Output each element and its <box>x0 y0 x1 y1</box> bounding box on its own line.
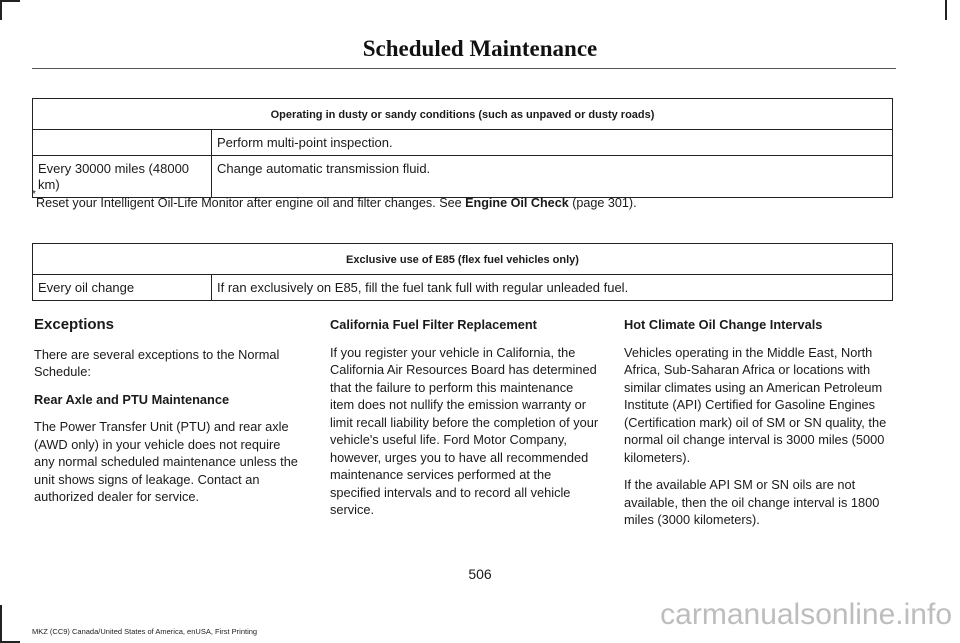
page-number: 506 <box>468 566 492 582</box>
column-fuel-filter <box>330 316 600 529</box>
interval-cell <box>33 130 212 156</box>
footnote-text: Reset your Intelligent Oil-Life Monitor after engine oil and filter changes. See <box>36 196 466 210</box>
footnote-reference[interactable]: Engine Oil Check <box>465 196 569 210</box>
footnote <box>32 189 896 210</box>
crop-mark-bottom-left <box>0 605 2 643</box>
table-row <box>33 130 893 156</box>
subheading: Hot Climate Oil Change Intervals <box>624 317 823 332</box>
table-row <box>33 156 893 198</box>
paragraph: If you register your vehicle in California, the California Air Resources Board has determined that the failure to perform this maintenance item does not nullify the emission warranty or limit recall liability before the completion of your vehicle's useful life. Ford Motor Company, however, urges you to have all recommended maintenance services performed at the specified intervals and to record all vehicle service. <box>330 344 599 517</box>
column-exceptions <box>34 316 304 516</box>
paragraph: Vehicles operating in the Middle East, North Africa, Sub-Saharan Africa or locations with similar climates using an American Petroleum Institute (API) Certified for Gasoline Engines (Certification mark) oil of SM or SN quality, the normal oil change interval is 3000 miles (5000 kilometers). <box>624 344 887 465</box>
section-heading: Exceptions <box>34 316 115 333</box>
table-heading: Exclusive use of E85 (flex fuel vehicles only) <box>33 244 893 275</box>
header-rule <box>32 68 896 69</box>
action-cell: Change automatic transmission fluid. <box>212 156 893 198</box>
e85-table <box>32 243 893 301</box>
interval-cell: Every oil change <box>33 275 212 301</box>
crop-mark-top-left <box>0 0 2 20</box>
page-title: Scheduled Maintenance <box>362 36 598 61</box>
paragraph: If the available API SM or SN oils are not available, then the oil change interval is 1800 miles (3000 kilometers). <box>624 477 880 527</box>
crop-mark-top-right <box>945 0 947 20</box>
watermark: carmanualsonline.info <box>660 598 952 631</box>
crop-mark-top-left-h <box>0 0 20 2</box>
footnote-page-ref: (page 301). <box>568 196 637 210</box>
paragraph: There are several exceptions to the Normal Schedule: <box>34 346 280 379</box>
footer-text: MKZ (CC9) Canada/United States of America, enUSA, First Printing <box>32 627 258 636</box>
subheading: Rear Axle and PTU Maintenance <box>34 391 230 407</box>
interval-cell: Every 30000 miles (48000 km) <box>33 156 212 198</box>
action-cell: If ran exclusively on E85, fill the fuel tank full with regular unleaded fuel. <box>212 275 893 301</box>
dusty-conditions-table <box>32 98 893 198</box>
footnote-mark: * <box>32 189 36 200</box>
table-row <box>33 275 893 301</box>
subheading: California Fuel Filter Replacement <box>330 317 537 332</box>
paragraph: The Power Transfer Unit (PTU) and rear axle (AWD only) in your vehicle does not require any normal scheduled maintenance unless the unit shows signs of leakage. Contact an authorized dealer for service. <box>34 419 298 504</box>
column-hot-climate <box>624 316 896 539</box>
action-cell: Perform multi-point inspection. <box>212 130 893 156</box>
table-heading: Operating in dusty or sandy conditions (such as unpaved or dusty roads) <box>33 99 893 130</box>
